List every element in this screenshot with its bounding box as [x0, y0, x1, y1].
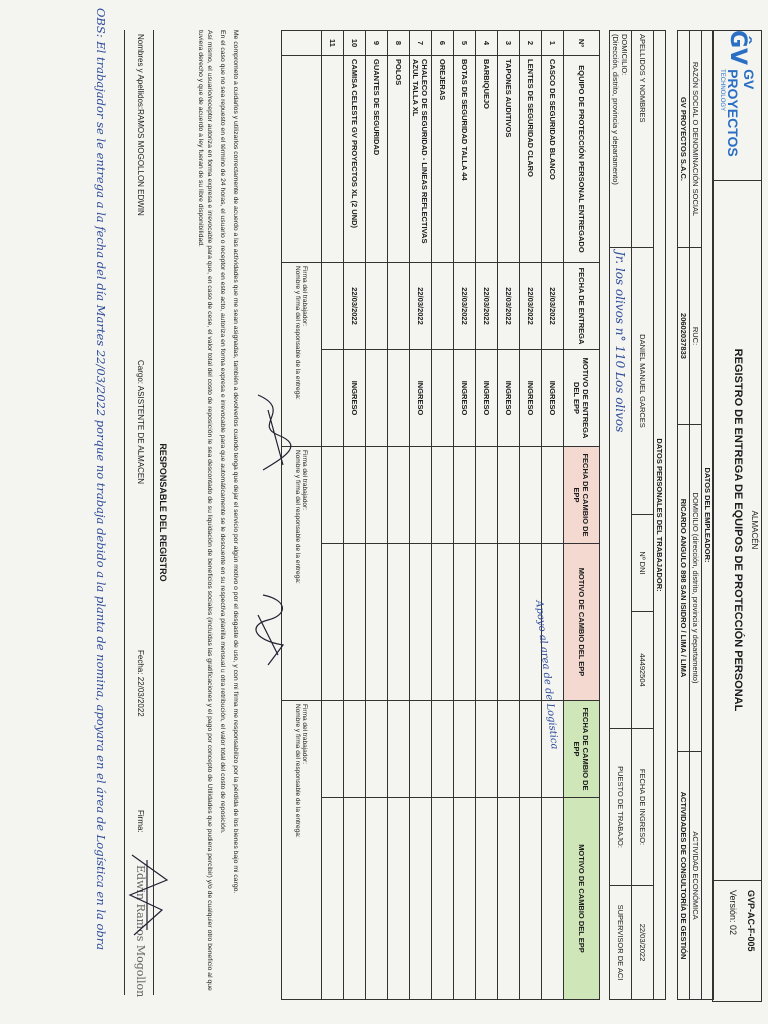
cell-empty	[344, 701, 366, 798]
table-row	[454, 31, 476, 1000]
cell-equipo: TAPONES AUDITIVOS	[498, 56, 520, 263]
fecha-label: Fecha:	[136, 650, 145, 675]
cell-n: 8	[388, 31, 410, 56]
table-row	[388, 31, 410, 1000]
cell-empty	[476, 701, 498, 798]
cell-motivo	[322, 350, 344, 447]
puesto-value: SUPERVISOR DE ACI	[610, 886, 632, 1000]
cell-empty	[410, 798, 432, 1000]
cell-empty	[366, 798, 388, 1000]
cell-empty	[498, 544, 520, 701]
handwritten-observation: OBS: El trabajador se le entrega a la fecha del día Martes 22/03/2022 porque no trabaja debido a la planta de nomina, apoyara en el área de Logística en la obra	[94, 8, 108, 951]
logo-text: GV PROYECTOS	[725, 69, 757, 157]
cell-empty	[410, 544, 432, 701]
cell-empty	[322, 798, 344, 1000]
firma-trabajador-label-2: Firma del trabajador:	[301, 450, 309, 510]
cell-motivo	[388, 350, 410, 447]
cell-fecha	[322, 263, 344, 350]
cell-n: 6	[432, 31, 454, 56]
table-row	[344, 31, 366, 1000]
cell-motivo: INGRESO	[520, 350, 542, 447]
cell-empty	[366, 701, 388, 798]
gv-logo-icon: ĜV	[725, 30, 751, 66]
table-row	[542, 31, 564, 1000]
cell-fecha	[366, 263, 388, 350]
cell-empty	[322, 701, 344, 798]
table-row	[476, 31, 498, 1000]
cell-empty	[432, 544, 454, 701]
cell-n: 4	[476, 31, 498, 56]
col-fecha-cambio-1: FECHA DE CAMBIO DE EPP	[564, 447, 600, 544]
worker-table	[609, 30, 666, 1000]
cell-motivo: INGRESO	[410, 350, 432, 447]
cell-fecha: 22/03/2022	[454, 263, 476, 350]
firma-responsable-label-1: Nombre y firma del responsable de la entrega:	[294, 266, 302, 400]
col-equipo: EQUIPO DE PROTECCIÓN PERSONAL ENTREGADO	[564, 56, 600, 263]
cargo-label: Cargo:	[136, 360, 145, 385]
department-label: ALMACÉN	[750, 510, 759, 550]
cell-empty	[454, 447, 476, 544]
cell-empty	[410, 701, 432, 798]
legal-paragraph-2: En el caso que no sea repuesto en el término de 24 horas, el usuario o receptor en este acto, autoriza en forma expresa e irrevocable para que automáticamente se le descuente en su respectiva planilla mensual u otra retribución, el valor total del costo de reposición.	[219, 30, 226, 834]
cell-fecha: 22/03/2022	[520, 263, 542, 350]
dni-label: Nº DNI	[632, 515, 654, 612]
cell-n: 10	[344, 31, 366, 56]
cell-empty	[388, 544, 410, 701]
cell-equipo: CASCO DE SEGURIDAD BLANCO	[542, 56, 564, 263]
cell-empty	[476, 447, 498, 544]
cell-equipo: BOTAS DE SEGURIDAD TALLA 44	[454, 56, 476, 263]
epp-rows	[322, 31, 564, 1000]
cell-motivo	[432, 350, 454, 447]
cell-n: 3	[498, 31, 520, 56]
cell-empty	[432, 447, 454, 544]
cell-equipo	[322, 56, 344, 263]
cell-motivo	[366, 350, 388, 447]
cell-equipo: OREJERAS	[432, 56, 454, 263]
worker-address-sublabel: (Dirección, distrito, provincia y departamento)	[611, 34, 621, 185]
puesto-label: PUESTO DE TRABAJO:	[610, 729, 632, 886]
form-title: REGISTRO DE ENTREGA DE EQUIPOS DE PROTECCIÓN PERSONAL	[732, 348, 744, 712]
table-row	[366, 31, 388, 1000]
actividad-value: ACTIVIDADES DE CONSULTORÍA DE GESTIÓN	[678, 752, 690, 1000]
cell-fecha: 22/03/2022	[476, 263, 498, 350]
cell-empty	[520, 798, 542, 1000]
col-motivo-entrega: MOTIVO DE ENTREGA DEL EPP	[564, 350, 600, 447]
handwritten-change-note: Apoyo al area de de Logistica	[533, 599, 560, 750]
cell-empty	[454, 544, 476, 701]
ingreso-value: 22/03/2022	[632, 886, 654, 1000]
responsable-section-title: RESPONSABLE DEL REGISTRO	[158, 443, 168, 582]
cell-empty	[476, 798, 498, 1000]
legal-text	[196, 30, 240, 995]
cell-fecha	[432, 263, 454, 350]
cell-empty	[498, 701, 520, 798]
actividad-label: ACTIVIDAD ECONÓMICA	[690, 752, 702, 1000]
cell-empty	[432, 798, 454, 1000]
cell-fecha: 22/03/2022	[410, 263, 432, 350]
cell-n: 11	[322, 31, 344, 56]
cell-equipo: CAMISA CELESTE GV PROYECTOS XL (2 UND)	[344, 56, 366, 263]
cell-n: 1	[542, 31, 564, 56]
company-logo	[714, 30, 762, 181]
cell-n: 7	[410, 31, 432, 56]
cell-fecha: 22/03/2022	[498, 263, 520, 350]
cell-empty	[520, 701, 542, 798]
cell-empty	[388, 798, 410, 1000]
razon-social-value: GV PROYECTOS S.A.C.	[678, 31, 690, 248]
cell-empty	[454, 798, 476, 1000]
cell-fecha: 22/03/2022	[344, 263, 366, 350]
cell-n: 9	[366, 31, 388, 56]
cell-empty	[542, 798, 564, 1000]
employer-table	[677, 30, 714, 1000]
cell-equipo: CHALECO DE SEGURIDAD - LINEAS REFLECTIVAS AZUL TALLA XL	[410, 56, 432, 263]
cell-empty	[542, 447, 564, 544]
cell-empty	[322, 447, 344, 544]
cell-n: 5	[454, 31, 476, 56]
cell-empty	[454, 701, 476, 798]
employer-section-title: DATOS DEL EMPLEADOR:	[702, 31, 714, 1000]
responsable-name-value: RAMOS MOGOLLON EDWIN	[136, 109, 145, 216]
fecha-value: 22/03/2022	[136, 676, 145, 717]
logo-subtext: TECHNOLOGY	[719, 69, 725, 112]
cell-motivo: INGRESO	[542, 350, 564, 447]
cell-fecha	[388, 263, 410, 350]
col-fecha-entrega: FECHA DE ENTREGA	[564, 263, 600, 350]
cell-empty	[410, 447, 432, 544]
firma-responsable-label-3: Nombre y firma del responsable de la entrega:	[294, 704, 302, 838]
responsable-signature	[124, 850, 172, 940]
cell-empty	[498, 447, 520, 544]
worker-name-value: DANIEL MANUEL GARCES	[632, 248, 654, 515]
firma-trabajador-label-3: Firma del trabajador:	[301, 704, 309, 764]
cell-empty	[498, 798, 520, 1000]
form-version: Versión: 02	[728, 890, 738, 936]
worker-section-title: DATOS PERSONALES DEL TRABAJADOR:	[654, 31, 666, 1000]
col-motivo-cambio-1: MOTIVO DE CAMBIO DEL EPP	[564, 544, 600, 701]
cell-empty	[366, 544, 388, 701]
col-n: Nº	[564, 31, 600, 56]
cell-n: 2	[520, 31, 542, 56]
cell-empty	[388, 447, 410, 544]
dni-value: 44492504	[632, 612, 654, 729]
worker-signature-1	[248, 390, 298, 480]
cell-empty	[344, 544, 366, 701]
cell-equipo: LENTES DE SEGURIDAD CLARO	[520, 56, 542, 263]
cell-equipo: BARBIQUEJO	[476, 56, 498, 263]
cell-equipo: POLOS	[388, 56, 410, 263]
worker-name-label: APELLIDOS Y NOMBRES	[632, 31, 654, 248]
cell-empty	[388, 701, 410, 798]
razon-social-label: RAZÓN SOCIAL O DENOMINACIÓN SOCIAL	[690, 31, 702, 248]
cell-empty	[520, 447, 542, 544]
cell-empty	[366, 447, 388, 544]
cell-empty	[432, 701, 454, 798]
responsable-name-label: Nombres y Apellidos:	[136, 34, 145, 110]
cell-motivo: INGRESO	[476, 350, 498, 447]
worker-address-handwritten: Jr. los olivos n° 110 Los olivos	[610, 248, 632, 729]
cell-motivo: INGRESO	[454, 350, 476, 447]
worker-address-label: DOMICILIO:	[620, 34, 630, 76]
cell-empty	[322, 544, 344, 701]
epp-table	[281, 30, 600, 1000]
col-motivo-cambio-2: MOTIVO DE CAMBIO DEL EPP	[564, 798, 600, 1000]
cargo-value: ASISTENTE DE ALMACEN	[136, 385, 145, 485]
table-row	[322, 31, 344, 1000]
table-row	[520, 31, 542, 1000]
ruc-label: RUC:	[690, 248, 702, 425]
firma-trabajador-label-1: Firma del trabajador:	[301, 266, 309, 326]
table-row	[432, 31, 454, 1000]
table-row	[498, 31, 520, 1000]
ingreso-label: FECHA DE INGRESO:	[632, 729, 654, 886]
legal-paragraph-1: Me comprometo a cuidarlos y utilizarlos correctamente de acuerdo a las actividades que me sean asignadas, también a devolverlos cuando tenga que dejar el servicio por algún motivo o por el desgaste de uso, y con mi firma me responsabilizo por la pérdida de los bienes bajo mi cargo.	[232, 30, 239, 894]
cell-empty	[344, 798, 366, 1000]
ruc-value: 20602037833	[678, 248, 690, 425]
firma-responsable-label-2: Nombre y firma del responsable de la entrega:	[294, 450, 302, 584]
cell-empty	[476, 544, 498, 701]
cell-motivo: INGRESO	[498, 350, 520, 447]
cell-fecha: 22/03/2022	[542, 263, 564, 350]
form-code: GVP-AC-F-005	[746, 890, 756, 952]
legal-paragraph-3: Así mismo, el usuario/receptor autoriza en forma expresa e irrevocable para que, en caso de cese, el valor total del costo de reposición le sea descontado de su liquidación de beneficios sociales (incluidas las gratificaciones y el pago por concepto de Utilidades que pudiera percibir) y/o de cualquier otro beneficio al que tuviera derecho y que de acuerdo a ley fueran de su libre disponibilidad.	[197, 30, 213, 991]
employer-address-value: RICARDO ANGULO 898 SAN ISIDRO / LIMA / LIMA	[678, 425, 690, 752]
cell-empty	[344, 447, 366, 544]
firma-label: Firma:	[136, 810, 145, 833]
cell-motivo: INGRESO	[344, 350, 366, 447]
col-fecha-cambio-2: FECHA DE CAMBIO DE EPP	[564, 701, 600, 798]
cell-equipo: GUANTES DE SEGURIDAD	[366, 56, 388, 263]
employer-address-label: DOMICILIO (dirección, distrito, provincia y departamento)	[690, 425, 702, 752]
worker-signature-2	[248, 585, 298, 675]
firma-stamp: Edwin Ramos Mogollon	[134, 865, 147, 998]
table-row	[410, 31, 432, 1000]
